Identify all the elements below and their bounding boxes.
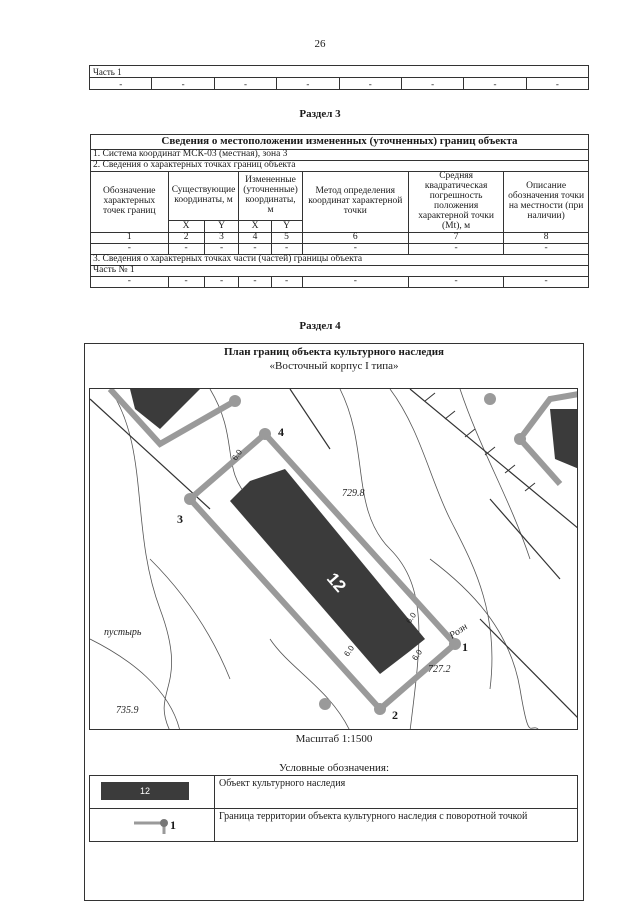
building-number-label: 12	[322, 569, 350, 596]
section-3-title: Раздел 3	[299, 108, 341, 120]
point-label-1: 1	[462, 640, 468, 654]
legend-row	[90, 776, 578, 809]
cell: -	[409, 276, 504, 287]
dimension-label: 6.0	[230, 447, 245, 463]
top-part-table	[89, 65, 589, 90]
cell: -	[90, 78, 152, 90]
point-label-3: 3	[177, 512, 183, 526]
cell: -	[214, 78, 276, 90]
points-info-row: 2. Сведения о характерных точках границ объекта	[91, 160, 589, 171]
header-method: Метод определения координат характерной точки	[302, 171, 409, 232]
heritage-object-swatch: 12	[101, 782, 189, 800]
legend-table	[89, 775, 578, 842]
header-y1: Y	[204, 221, 239, 232]
elevation-label: 735.9	[116, 705, 139, 716]
cell: -	[271, 243, 302, 254]
cell: -	[91, 243, 169, 254]
cell: -	[464, 78, 526, 90]
cell: -	[504, 276, 589, 287]
legend-point-number: 1	[170, 818, 176, 832]
col-number: 6	[302, 232, 409, 243]
header-y2: Y	[271, 221, 302, 232]
cell: -	[271, 276, 302, 287]
plan-title: План границ объекта культурного наследия	[224, 346, 444, 358]
legend-row	[90, 809, 578, 842]
table-title: Сведения о местоположении измененных (уточненных) границ объекта	[91, 135, 589, 150]
cell: -	[204, 243, 239, 254]
col-number: 2	[168, 232, 204, 243]
site-plan-map	[89, 388, 578, 730]
dimension-label: 6.0	[342, 643, 357, 659]
cell: -	[504, 243, 589, 254]
part-label: Часть 1	[90, 66, 589, 78]
point-label-2: 2	[392, 708, 398, 722]
cell: -	[302, 276, 409, 287]
legend-text: Объект культурного наследия	[215, 776, 578, 809]
section-4-title: Раздел 4	[299, 320, 341, 332]
cell: -	[339, 78, 401, 90]
legend-symbol	[90, 776, 215, 809]
road-label: Розн	[447, 621, 470, 642]
cell: -	[302, 243, 409, 254]
col-number: 7	[409, 232, 504, 243]
legend-symbol	[90, 809, 215, 842]
map-scale: Масштаб 1:1500	[295, 733, 373, 745]
cell: -	[239, 243, 271, 254]
part-number-row: Часть № 1	[91, 265, 589, 276]
cell: -	[168, 276, 204, 287]
part-points-row: 3. Сведения о характерных точках части (частей) границы объекта	[91, 254, 589, 265]
cell: -	[526, 78, 588, 90]
header-x2: X	[239, 221, 271, 232]
dimension-label: 6.0	[404, 610, 419, 626]
legend-text: Граница территории объекта культурного наследия с поворотной точкой	[215, 809, 578, 842]
dimension-label: 6.0	[410, 647, 425, 663]
coord-system-row: 1. Система координат МСК-03 (местная), зона 3	[91, 150, 589, 161]
coordinates-table	[90, 134, 589, 288]
legend-title: Условные обозначения:	[278, 762, 390, 774]
cell: -	[168, 243, 204, 254]
plan-subtitle: «Восточный корпус I типа»	[269, 360, 399, 372]
header-point-designation: Обозначение характерных точек границ	[91, 171, 169, 232]
col-number: 1	[91, 232, 169, 243]
header-changed-coords: Измененные (уточненные) координаты, м	[239, 171, 302, 220]
page-number: 26	[314, 38, 326, 50]
header-x1: X	[168, 221, 204, 232]
cell: -	[152, 78, 214, 90]
header-error: Средняя квадратическая погрешность положения характерной точки (Mt), м	[409, 171, 504, 232]
header-existing-coords: Существующие координаты, м	[168, 171, 239, 220]
cell: -	[401, 78, 463, 90]
col-number: 5	[271, 232, 302, 243]
header-description: Описание обозначения точки на местности (при наличии)	[504, 171, 589, 232]
col-number: 3	[204, 232, 239, 243]
cell: -	[91, 276, 169, 287]
point-label-4: 4	[278, 425, 284, 439]
cell: -	[239, 276, 271, 287]
cell: -	[204, 276, 239, 287]
boundary-point-symbol	[94, 812, 202, 838]
col-number: 4	[239, 232, 271, 243]
wasteland-label: пустырь	[104, 627, 142, 638]
cell: -	[409, 243, 504, 254]
cell: -	[277, 78, 339, 90]
elevation-label: 727.2	[428, 664, 451, 675]
elevation-label: 729.8	[342, 488, 365, 499]
col-number: 8	[504, 232, 589, 243]
